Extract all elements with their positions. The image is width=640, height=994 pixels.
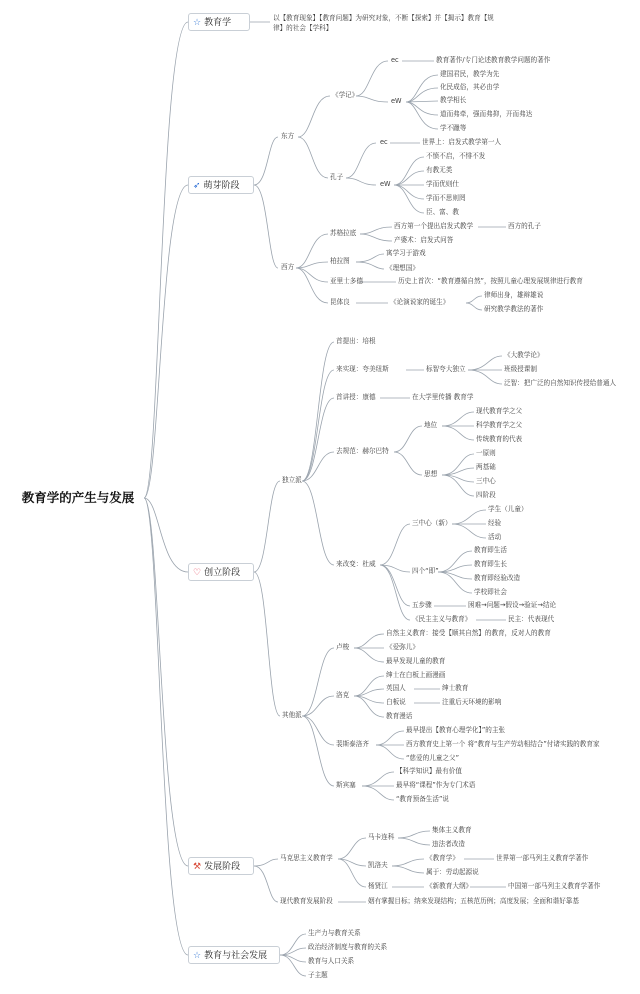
node[interactable]: 活动: [488, 533, 502, 541]
node[interactable]: 姻有掌握目标；纳来发现结构；五核范历例；高度发展；全面和谐好靠基: [368, 897, 579, 905]
node[interactable]: 民主：代表现代: [508, 615, 555, 623]
node[interactable]: 《理想国》: [386, 264, 419, 272]
node[interactable]: 政治经济制度与教育的关系: [308, 943, 388, 951]
node[interactable]: ec: [391, 56, 399, 64]
node[interactable]: 来实现：夸美纽斯: [336, 365, 389, 373]
star-icon: ☆: [193, 951, 202, 961]
node[interactable]: 现代教育学之父: [476, 407, 523, 415]
branch-label: 教育与社会发展: [204, 951, 268, 961]
node[interactable]: 世界上：启发式教学第一人: [422, 138, 502, 146]
node[interactable]: 学校即社会: [474, 588, 507, 596]
node[interactable]: 马卡连科: [368, 833, 395, 841]
branch-label: 萌芽阶段: [203, 181, 240, 191]
node[interactable]: 学而不思则罔: [426, 194, 466, 202]
node[interactable]: 一原则: [476, 449, 496, 457]
node[interactable]: 《论演说家的诞生》: [390, 298, 450, 306]
node[interactable]: 最早发现儿童的教育: [386, 657, 446, 665]
node[interactable]: 地位: [424, 421, 438, 429]
node[interactable]: 五步骤: [412, 601, 432, 609]
node[interactable]: 寓学习于游戏: [386, 249, 426, 257]
node[interactable]: 《大教学论》: [504, 351, 544, 359]
node[interactable]: 有教无类: [426, 166, 453, 174]
node[interactable]: 学生（儿童）: [488, 505, 528, 513]
node[interactable]: 教育即生长: [474, 560, 507, 568]
node[interactable]: 标智夸大独立: [426, 365, 466, 373]
node[interactable]: 东方: [281, 132, 295, 140]
node[interactable]: 教育著作/专门论述教育教学问题的著作: [436, 56, 551, 64]
node[interactable]: 臣、富、教: [426, 208, 459, 216]
node[interactable]: 卢梭: [336, 643, 350, 651]
node[interactable]: 律师出身，雄辩雄说: [484, 291, 544, 299]
node[interactable]: 建国君民，教学为先: [440, 70, 500, 78]
branch-jiaoyuxue[interactable]: [188, 13, 250, 31]
node[interactable]: 英国人: [386, 684, 406, 692]
node[interactable]: 最早提出【教育心理学化】”的主张: [406, 726, 506, 734]
node[interactable]: 教育即经验改造: [474, 574, 521, 582]
node[interactable]: 困难→问题→假设→验证→结论: [468, 601, 557, 609]
node[interactable]: eW: [391, 97, 402, 105]
node[interactable]: 《学记》: [332, 91, 359, 99]
node[interactable]: 三中心: [476, 477, 496, 485]
node[interactable]: 属于：劳动起源说: [426, 868, 479, 876]
node[interactable]: 道而弗牵，强而弗抑，开而弗达: [440, 110, 533, 118]
node[interactable]: 洛克: [336, 691, 350, 699]
node[interactable]: 教育与人口关系: [308, 957, 355, 965]
node[interactable]: 历史上首次：“教育遵循自然”，按照儿童心理发展规律进行教育: [398, 277, 583, 285]
node[interactable]: 班级授课制: [504, 365, 537, 373]
node[interactable]: 绅士教育: [442, 684, 469, 692]
node[interactable]: 自然主义教育：接受【顺其自然】的教育，反对人的教育: [386, 629, 551, 637]
branch-label: 创立阶段: [204, 568, 241, 578]
branch-label: 教育学: [204, 18, 232, 28]
branch-chuangli[interactable]: [188, 563, 254, 581]
node[interactable]: 产婆术：启发式问答: [394, 236, 454, 244]
node[interactable]: 违法者改造: [432, 840, 465, 848]
node[interactable]: 教育漫话: [386, 712, 413, 720]
node[interactable]: 注重后天环境的影响: [442, 698, 502, 706]
paper-plane-icon: ➶: [193, 181, 201, 191]
branch-mengya[interactable]: [188, 176, 254, 194]
branch-label: 发展阶段: [204, 862, 241, 872]
node[interactable]: 教育即生活: [474, 546, 507, 554]
node[interactable]: 西方: [281, 263, 295, 271]
node[interactable]: 西方教育史上第一个 将“教育与生产劳动相结合”付诸实践的教育家: [406, 740, 600, 748]
node[interactable]: 子主题: [308, 971, 328, 979]
node[interactable]: ec: [380, 138, 388, 146]
node[interactable]: 亚里士多德: [330, 277, 363, 285]
node[interactable]: 绅士在白板上画漫画: [386, 671, 446, 679]
node[interactable]: “慈爱的儿童之父”: [406, 754, 459, 762]
node[interactable]: 研究教学教法的著作: [484, 305, 544, 313]
node[interactable]: 西方第一个提出启发式教学: [394, 222, 474, 230]
node[interactable]: 其他派: [282, 711, 302, 719]
node[interactable]: 化民成俗，其必由学: [440, 83, 500, 91]
node[interactable]: 《爱弥儿》: [386, 643, 419, 651]
node[interactable]: 生产力与教育关系: [308, 929, 361, 937]
node[interactable]: 凯洛夫: [368, 861, 388, 869]
node[interactable]: 白板说: [386, 698, 406, 706]
node[interactable]: 《新教育大纲》: [426, 882, 473, 890]
star-icon: ☆: [193, 18, 202, 28]
branch-fazhan[interactable]: [188, 857, 254, 875]
node[interactable]: 在大学里传播 教育学: [412, 393, 474, 401]
node[interactable]: 裴斯泰洛齐: [336, 740, 369, 748]
heart-icon: ♡: [193, 568, 202, 578]
node[interactable]: 孔子: [330, 173, 344, 181]
node[interactable]: 首讲授：康德: [336, 393, 376, 401]
node[interactable]: 科学教育学之父: [476, 421, 523, 429]
node[interactable]: 学而优则仕: [426, 180, 459, 188]
node[interactable]: 两基础: [476, 463, 496, 471]
node[interactable]: 四个“即”: [412, 567, 439, 575]
node[interactable]: 西方的孔子: [508, 222, 541, 230]
node[interactable]: 不愤不启，不悱不发: [426, 152, 486, 160]
node[interactable]: 传统教育的代表: [476, 435, 523, 443]
node[interactable]: 世界第一部马列主义教育学著作: [496, 854, 589, 862]
definition-text: 以【教育现象】【教育问题】为研究对象，不断【探索】并【揭示】教育【规律】的社会【学科】: [273, 14, 494, 32]
node[interactable]: 《民主主义与教育》: [412, 615, 472, 623]
node[interactable]: 《教育学》: [426, 854, 459, 862]
node[interactable]: 思想: [424, 470, 438, 478]
node[interactable]: 最早将“课程”作为专门术语: [396, 781, 476, 789]
node[interactable]: 马克思主义教育学: [280, 854, 333, 862]
node[interactable]: 首提出：培根: [336, 337, 376, 345]
node[interactable]: 现代教育发展阶段: [280, 897, 333, 905]
node[interactable]: 斯宾塞: [336, 781, 356, 789]
node[interactable]: 杨贤江: [368, 882, 388, 890]
node[interactable]: 学不躐等: [440, 124, 467, 132]
node[interactable]: 三中心（新）: [412, 519, 452, 527]
node[interactable]: 集体主义教育: [432, 826, 472, 834]
node[interactable]: 柏拉图: [330, 257, 350, 265]
node[interactable]: 独立派: [282, 476, 302, 484]
tools-icon: ⚒: [193, 862, 202, 872]
node[interactable]: 四阶段: [476, 491, 496, 499]
node[interactable]: 泛智：把广泛的自然知识传授给普通人: [504, 379, 617, 387]
root-topic: 教育学的产生与发展: [12, 485, 144, 511]
node[interactable]: eW: [380, 180, 391, 188]
node[interactable]: 昆体良: [330, 298, 350, 306]
node[interactable]: “教育预备生活”说: [396, 795, 449, 803]
node[interactable]: 苏格拉底: [330, 229, 357, 237]
node[interactable]: 去规范：赫尔巴特: [336, 447, 389, 455]
branch-shehui[interactable]: [188, 946, 280, 964]
node[interactable]: 【科学知识】最有价值: [396, 767, 462, 775]
node[interactable]: 经验: [488, 519, 502, 527]
node[interactable]: 教学相长: [440, 96, 467, 104]
node[interactable]: 中国第一部马列主义教育学著作: [508, 882, 601, 890]
node[interactable]: 来改变：杜威: [336, 560, 376, 568]
